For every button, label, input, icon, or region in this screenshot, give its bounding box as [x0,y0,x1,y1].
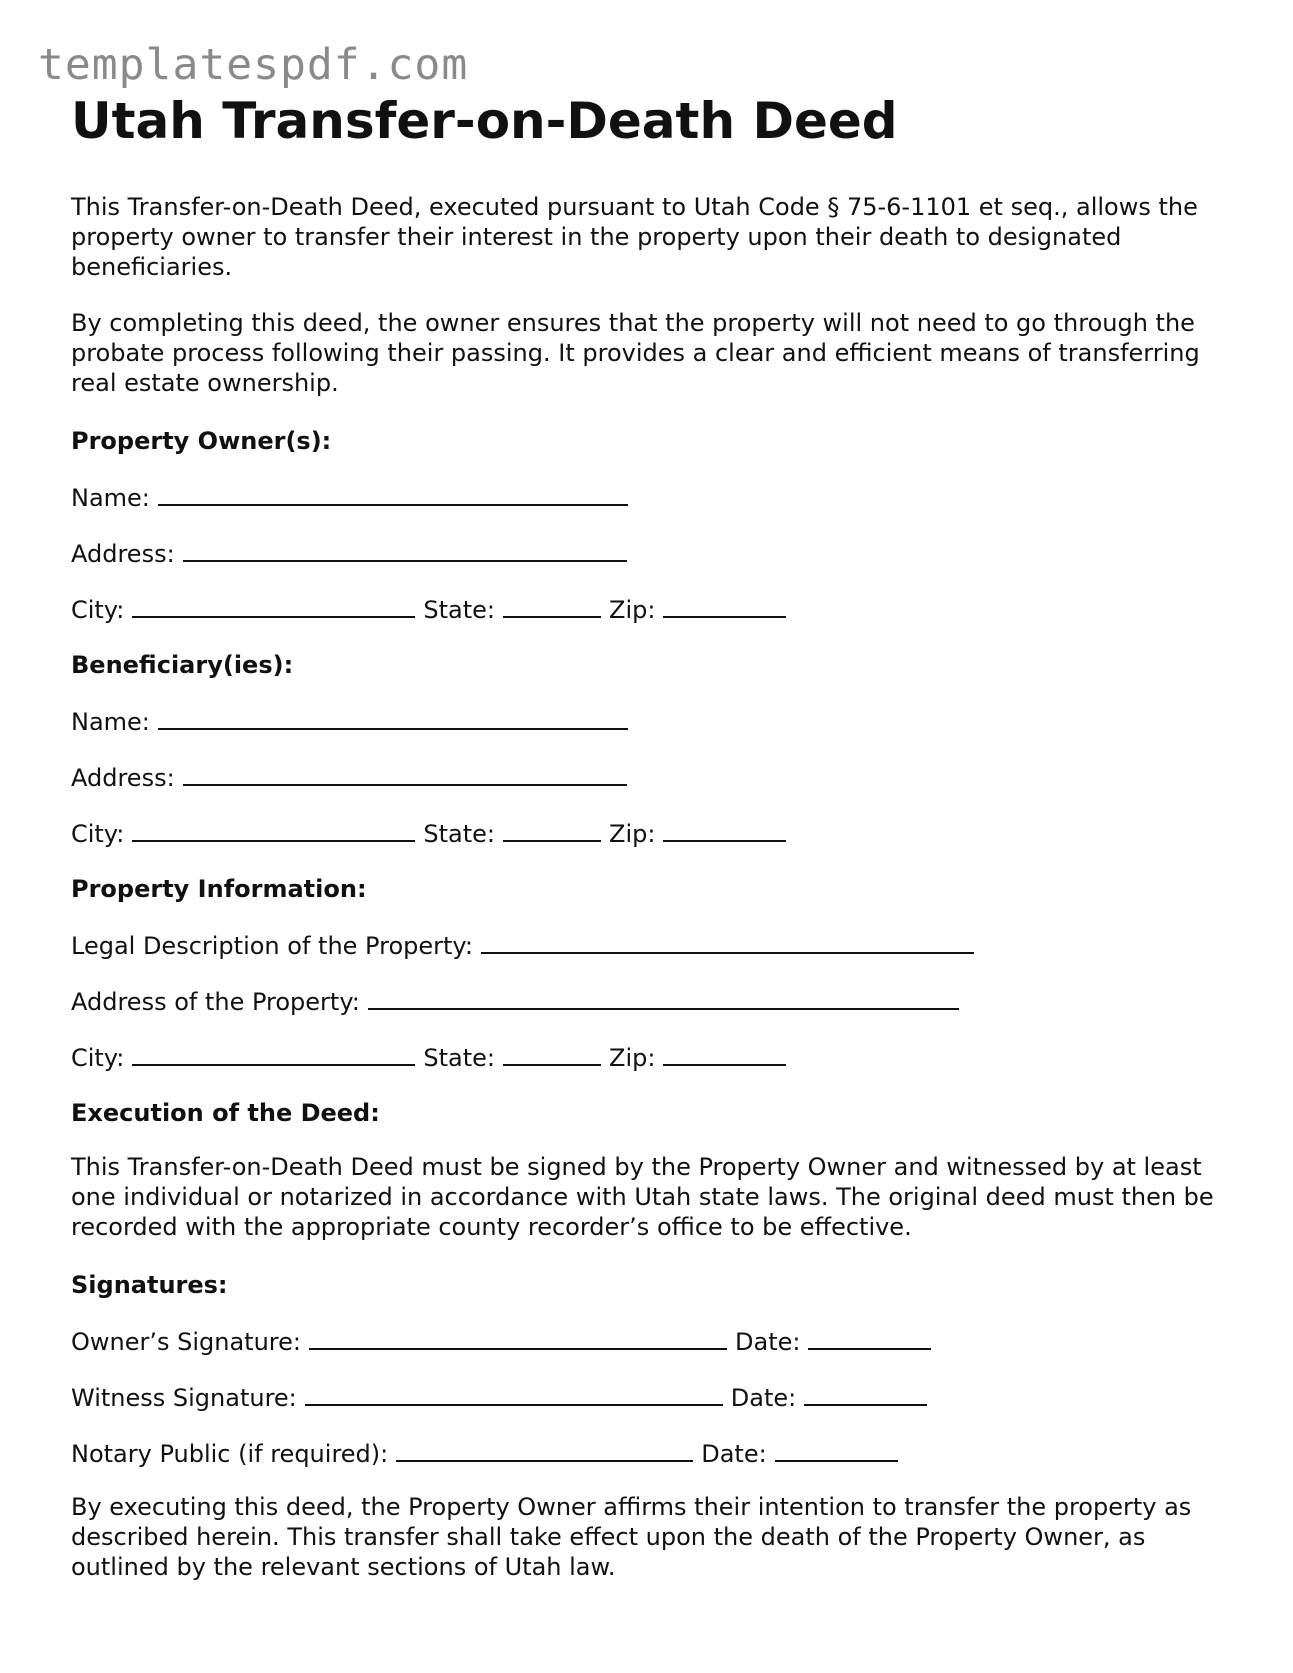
beneficiary-name-field[interactable] [158,704,628,730]
notary-signature-row [71,1436,1231,1471]
notary-date-field[interactable] [775,1436,898,1462]
beneficiary-section-heading: Beneficiary(ies): [71,651,294,679]
owner-address-row [71,536,1231,571]
owner-signature-row [71,1324,1231,1359]
beneficiary-city-label: City: [71,820,125,848]
beneficiary-address-field[interactable] [183,760,627,786]
owner-signature-label: Owner’s Signature: [71,1328,301,1356]
property-address-field[interactable] [368,984,959,1010]
witness-date-label: Date: [730,1384,797,1412]
property-legal-row [71,928,1231,963]
beneficiary-city-field[interactable] [132,816,415,842]
watermark: templatespdf.com [38,40,469,90]
intro-paragraph-2: By completing this deed, the owner ensures that the property will not need to go through the probate process following their passing. It provides a clear and efficient means of transferring real estate ownership. [71,309,1200,397]
owner-signature-field[interactable] [309,1324,727,1350]
property-address-label: Address of the Property: [71,988,360,1016]
beneficiary-state-field[interactable] [503,816,601,842]
property-zip-label: Zip: [609,1044,656,1072]
beneficiary-state-label: State: [423,820,496,848]
owner-zip-label: Zip: [609,596,656,624]
notary-signature-field[interactable] [396,1436,693,1462]
document-page [71,86,1231,1608]
property-section-heading: Property Information: [71,875,367,903]
owner-city-field[interactable] [132,592,415,618]
owner-address-label: Address: [71,540,175,568]
document-title: Utah Transfer-on-Death Deed [71,92,898,150]
beneficiary-address-label: Address: [71,764,175,792]
closing-paragraph: By executing this deed, the Property Owner affirms their intention to transfer the property as described herein. This transfer shall take effect upon the death of the Property Owner, as outlined by the relevant sections of Utah law. [71,1493,1192,1581]
beneficiary-zip-label: Zip: [609,820,656,848]
witness-signature-row [71,1380,1231,1415]
owner-city-row [71,592,1231,627]
property-address-row [71,984,1231,1019]
property-state-label: State: [423,1044,496,1072]
property-zip-field[interactable] [663,1040,786,1066]
beneficiary-address-row [71,760,1231,795]
owner-city-label: City: [71,596,125,624]
notary-signature-label: Notary Public (if required): [71,1440,389,1468]
property-city-row [71,1040,1231,1075]
witness-signature-field[interactable] [305,1380,723,1406]
property-state-field[interactable] [503,1040,601,1066]
beneficiary-name-row [71,704,1231,739]
signatures-section-heading: Signatures: [71,1271,228,1299]
property-legal-field[interactable] [481,928,974,954]
owner-address-field[interactable] [183,536,627,562]
property-legal-label: Legal Description of the Property: [71,932,473,960]
beneficiary-zip-field[interactable] [663,816,786,842]
owner-date-field[interactable] [808,1324,931,1350]
owner-name-label: Name: [71,484,150,512]
execution-paragraph: This Transfer-on-Death Deed must be signed by the Property Owner and witnessed by at least one individual or notarized in accordance with Utah state laws. The original deed must then be recorded with the appropriate county recorder’s office to be effective. [71,1153,1214,1241]
property-city-label: City: [71,1044,125,1072]
owner-date-label: Date: [735,1328,801,1356]
notary-date-label: Date: [701,1440,767,1468]
owner-state-label: State: [423,596,496,624]
owner-name-row [71,480,1231,515]
execution-section-heading: Execution of the Deed: [71,1099,380,1127]
owner-name-field[interactable] [158,480,628,506]
beneficiary-city-row [71,816,1231,851]
witness-signature-label: Witness Signature: [71,1384,297,1412]
property-city-field[interactable] [132,1040,415,1066]
beneficiary-name-label: Name: [71,708,150,736]
owner-zip-field[interactable] [663,592,786,618]
witness-date-field[interactable] [804,1380,927,1406]
owner-section-heading: Property Owner(s): [71,427,332,455]
intro-paragraph-1: This Transfer-on-Death Deed, executed pursuant to Utah Code § 75-6-1101 et seq., allows the property owner to transfer their interest in the property upon their death to designated beneficiaries. [71,193,1198,281]
owner-state-field[interactable] [503,592,601,618]
